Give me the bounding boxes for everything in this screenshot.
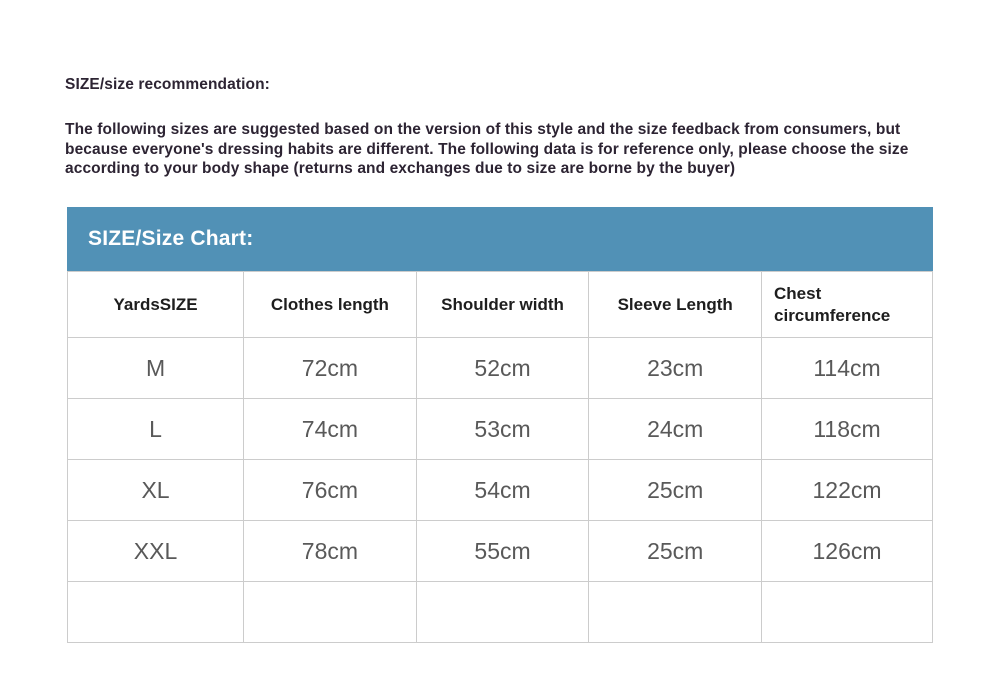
table-row-empty [68, 582, 933, 643]
cell-chest-circumference: 126cm [762, 521, 933, 582]
size-table-header [68, 272, 933, 338]
cell-clothes-length: 74cm [244, 399, 417, 460]
table-row-xxl [68, 521, 933, 582]
cell-sleeve-length: 25cm [589, 521, 762, 582]
col-header-sleeve-length: Sleeve Length [589, 272, 762, 338]
cell-clothes-length: 72cm [244, 338, 417, 399]
cell-size: XXL [68, 521, 244, 582]
table-row-xl [68, 460, 933, 521]
cell-sleeve-length: 24cm [589, 399, 762, 460]
cell-size: L [68, 399, 244, 460]
cell-shoulder-width: 55cm [416, 521, 589, 582]
size-chart-title-bar [67, 207, 933, 271]
size-table [67, 271, 933, 643]
table-row-m [68, 338, 933, 399]
cell-clothes-length [244, 582, 417, 643]
cell-sleeve-length: 23cm [589, 338, 762, 399]
cell-sleeve-length [589, 582, 762, 643]
header-row [68, 272, 933, 338]
size-disclaimer-paragraph: The following sizes are suggested based on the version of this style and the size feedback from consumers, but because everyone's dressing habits are different. The following data is for reference only, please choose the size according to your body shape (returns and exchanges due to size are borne by the buyer) [65, 121, 909, 177]
cell-clothes-length: 78cm [244, 521, 417, 582]
cell-clothes-length: 76cm [244, 460, 417, 521]
col-header-shoulder-width: Shoulder width [416, 272, 589, 338]
col-header-chest-circumference: Chest circumference [762, 272, 933, 338]
table-row-l [68, 399, 933, 460]
size-recommendation-heading: SIZE/size recommendation: [65, 76, 270, 93]
cell-size [68, 582, 244, 643]
cell-sleeve-length: 25cm [589, 460, 762, 521]
cell-chest-circumference: 122cm [762, 460, 933, 521]
cell-shoulder-width: 54cm [416, 460, 589, 521]
cell-chest-circumference: 118cm [762, 399, 933, 460]
col-header-yards-size: YardsSIZE [68, 272, 244, 338]
size-chart [67, 207, 933, 643]
cell-shoulder-width [416, 582, 589, 643]
col-header-clothes-length: Clothes length [244, 272, 417, 338]
cell-shoulder-width: 52cm [416, 338, 589, 399]
cell-size: M [68, 338, 244, 399]
size-chart-title: SIZE/Size Chart: [88, 227, 254, 250]
cell-size: XL [68, 460, 244, 521]
cell-chest-circumference [762, 582, 933, 643]
cell-shoulder-width: 53cm [416, 399, 589, 460]
size-table-body [68, 338, 933, 643]
cell-chest-circumference: 114cm [762, 338, 933, 399]
